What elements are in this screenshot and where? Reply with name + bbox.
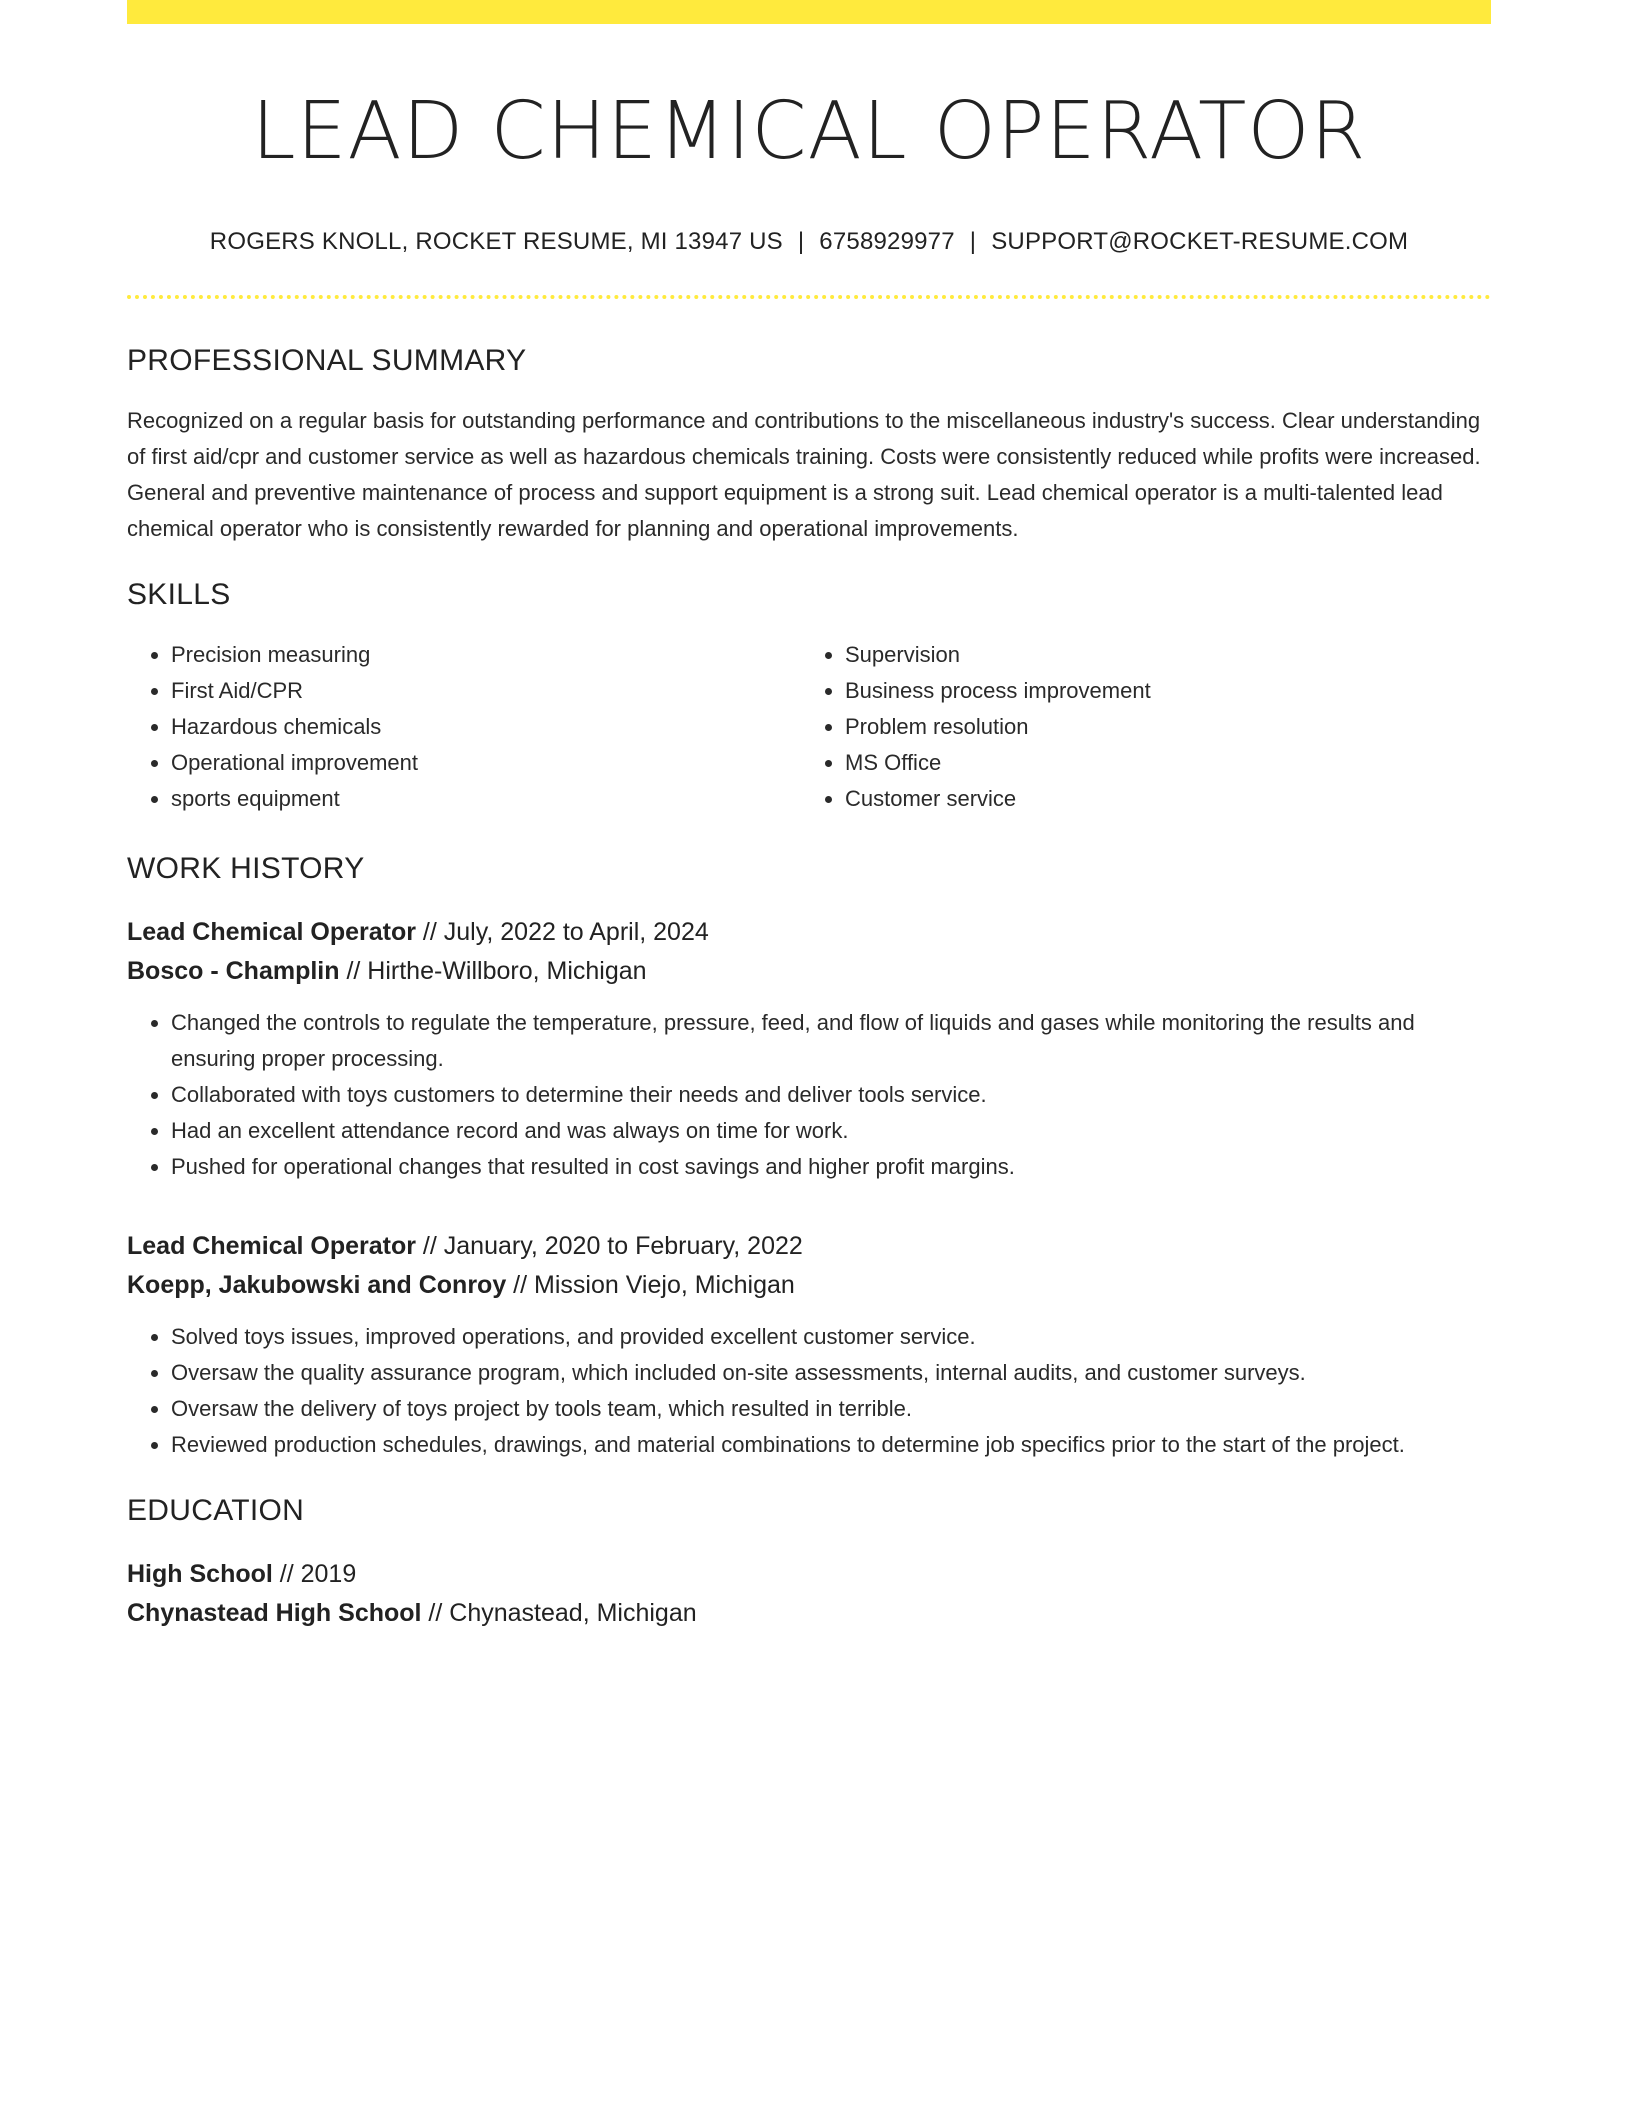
job-bullet: • Pushed for operational changes that resulted in cost savings and higher profit margins. — [171, 1149, 1491, 1185]
contact-email: SUPPORT@ROCKET-RESUME.COM — [991, 227, 1409, 255]
education-year: // 2019 — [272, 1559, 357, 1588]
job-bullet: • Solved toys issues, improved operations, and provided excellent customer service. — [171, 1319, 1491, 1355]
summary-heading: PROFESSIONAL SUMMARY — [127, 343, 527, 377]
dotted-divider — [127, 295, 1491, 299]
skill-item: • Precision measuring — [171, 637, 801, 673]
job-bullets — [127, 1319, 1491, 1463]
summary-text: Recognized on a regular basis for outstanding performance and contributions to the miscellaneous industry's success. Clear understanding of first aid/cpr and customer service as well as hazardous chemicals training. Costs were consistently reduced while profits were increased. General and preventive maintenance of process and support equipment is a strong suit. Lead chemical operator is a multi-talented lead chemical operator who is consistently rewarded for planning and operational improvements. — [127, 407, 1481, 541]
job-bullet: • Changed the controls to regulate the temperature, pressure, feed, and flow of liquids and gases while monitoring the results and ensuring proper processing. — [171, 1005, 1491, 1077]
education-school: Chynastead High School — [127, 1598, 422, 1627]
skill-item: • Problem resolution — [845, 709, 1475, 745]
contact-separator: | — [797, 227, 805, 255]
job-bullet: • Oversaw the delivery of toys project by tools team, which resulted in terrible. — [171, 1391, 1491, 1427]
job-role: Lead Chemical Operator — [127, 917, 416, 946]
education-school-line — [127, 1594, 1491, 1633]
contact-address: ROGERS KNOLL, ROCKET RESUME, MI 13947 US — [209, 227, 783, 255]
job-location: // Hirthe-Willboro, Michigan — [339, 956, 647, 985]
job-role-line — [127, 1227, 1491, 1266]
skill-item: • MS Office — [845, 745, 1475, 781]
job-bullet: • Oversaw the quality assurance program, which included on-site assessments, internal audits, and customer surveys. — [171, 1355, 1491, 1391]
skills-column-right — [801, 637, 1475, 817]
contact-line — [127, 226, 1491, 257]
resume-name-title: LEAD CHEMICAL OPERATOR — [251, 85, 1367, 177]
job-dates: // January, 2020 to February, 2022 — [415, 1231, 803, 1260]
job-company: Bosco - Champlin — [127, 956, 340, 985]
skills-heading: SKILLS — [127, 577, 231, 611]
job-company-line — [127, 1266, 1491, 1305]
contact-separator: | — [969, 227, 977, 255]
job-bullet: • Had an excellent attendance record and was always on time for work. — [171, 1113, 1491, 1149]
job-entry — [127, 1227, 1491, 1463]
skill-item: • First Aid/CPR — [171, 673, 801, 709]
job-bullet: • Collaborated with toys customers to determine their needs and deliver tools service. — [171, 1077, 1491, 1113]
education-degree-line — [127, 1555, 1491, 1594]
skill-item: • Business process improvement — [845, 673, 1475, 709]
job-location: // Mission Viejo, Michigan — [506, 1270, 795, 1299]
job-bullet: • Reviewed production schedules, drawings, and material combinations to determine job specifics prior to the start of the project. — [171, 1427, 1491, 1463]
education-entry — [127, 1555, 1491, 1633]
top-accent-bar — [127, 0, 1491, 24]
contact-phone: 6758929977 — [819, 227, 955, 255]
resume-page — [127, 0, 1491, 1633]
skill-item: • Operational improvement — [171, 745, 801, 781]
education-degree: High School — [127, 1559, 273, 1588]
job-company: Koepp, Jakubowski and Conroy — [127, 1270, 507, 1299]
job-role-line — [127, 913, 1491, 952]
education-heading: EDUCATION — [127, 1493, 305, 1527]
skill-item: • sports equipment — [171, 781, 801, 817]
job-role: Lead Chemical Operator — [127, 1231, 416, 1260]
skill-item: • Supervision — [845, 637, 1475, 673]
skills-list — [127, 637, 1491, 817]
job-dates: // July, 2022 to April, 2024 — [415, 917, 709, 946]
skill-item: • Hazardous chemicals — [171, 709, 801, 745]
job-entry — [127, 913, 1491, 1185]
job-company-line — [127, 952, 1491, 991]
job-bullets — [127, 1005, 1491, 1185]
skill-item: • Customer service — [845, 781, 1475, 817]
education-location: // Chynastead, Michigan — [421, 1598, 697, 1627]
work-history-heading: WORK HISTORY — [127, 851, 365, 885]
skills-column-left — [127, 637, 801, 817]
